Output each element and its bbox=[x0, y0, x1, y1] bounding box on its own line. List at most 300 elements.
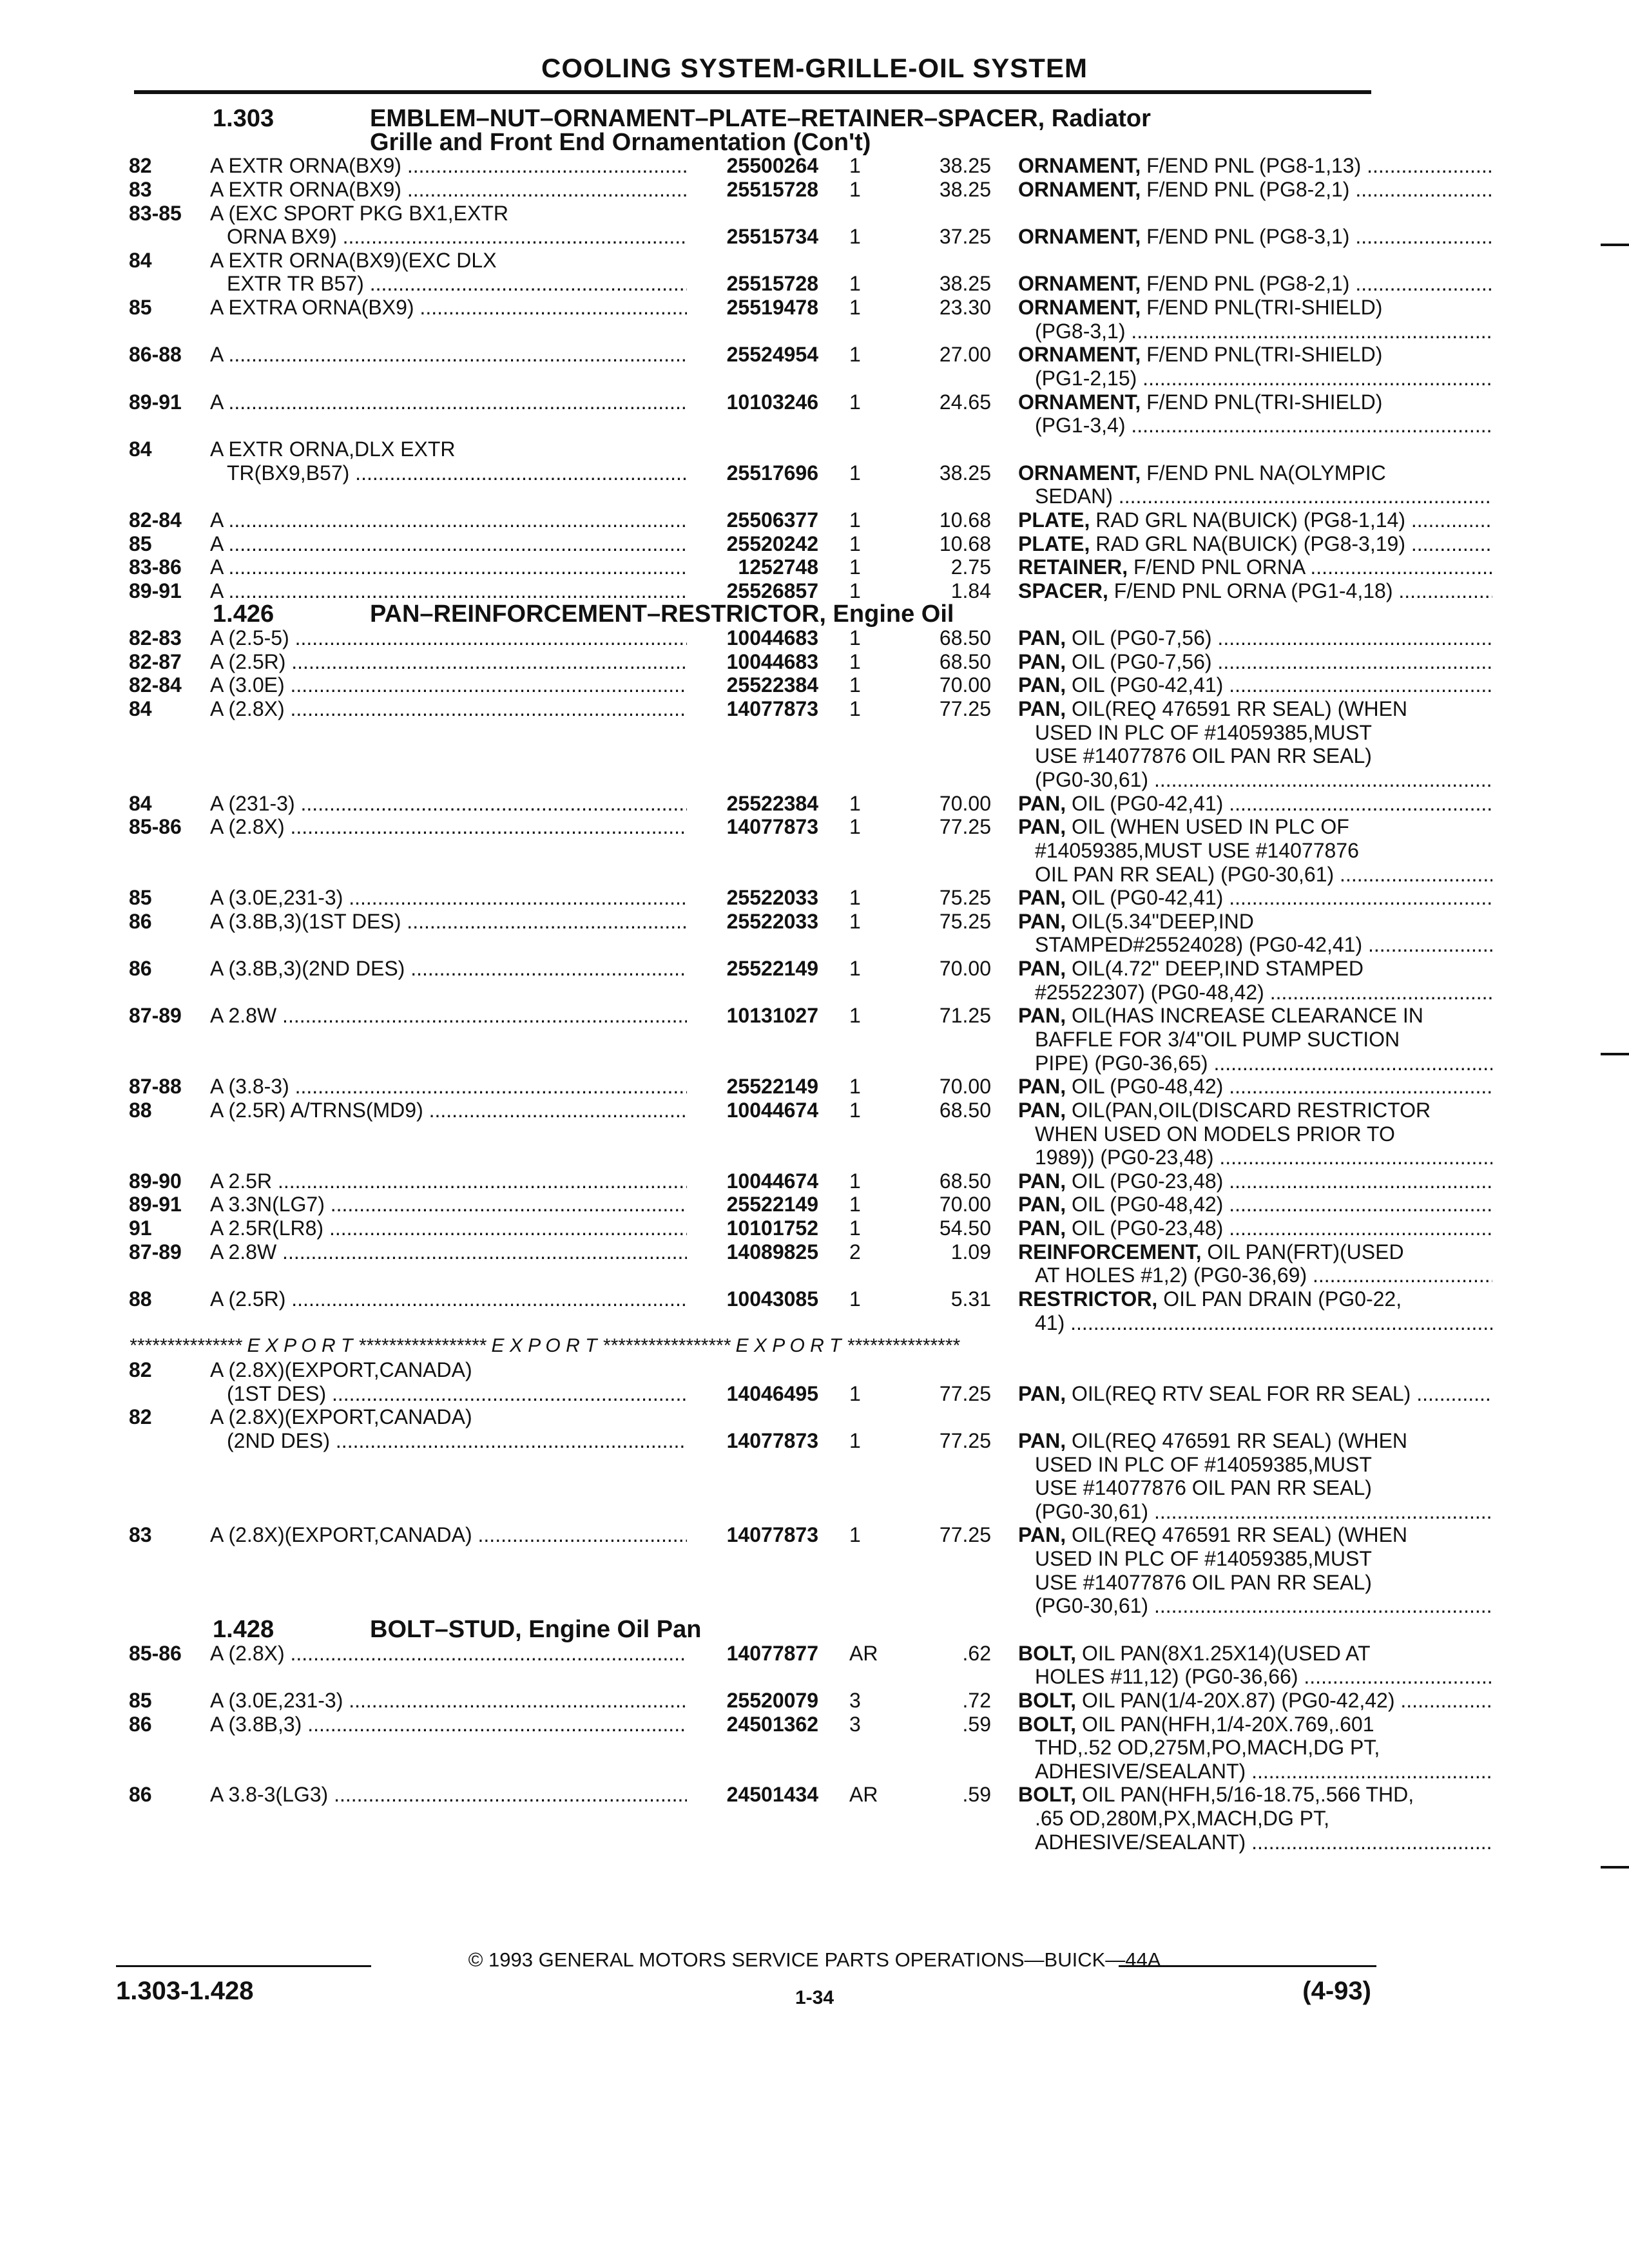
section-title: BOLT–STUD, Engine Oil Pan bbox=[370, 1616, 702, 1643]
model-years: 89-91 bbox=[129, 579, 182, 602]
parts-row bbox=[129, 202, 1379, 226]
part-name-keyword: PAN, bbox=[1018, 697, 1066, 721]
price: 38.25 bbox=[939, 154, 991, 178]
part-name-keyword: PAN, bbox=[1018, 1216, 1066, 1240]
part-name bbox=[1018, 225, 1492, 248]
part-name-keyword: RESTRICTOR, bbox=[1018, 1287, 1158, 1311]
part-name bbox=[1018, 910, 1492, 933]
price: 77.25 bbox=[939, 1523, 991, 1547]
part-name-keyword: BOLT, bbox=[1018, 1712, 1077, 1736]
quantity: 1 bbox=[849, 1216, 861, 1240]
price: 1.09 bbox=[950, 1240, 991, 1264]
part-name-detail: OIL PAN(HFH,1/4-20X.769,.601 bbox=[1076, 1712, 1374, 1736]
part-name-keyword: ORNAMENT, bbox=[1018, 296, 1141, 320]
model-years: 86 bbox=[129, 1783, 152, 1807]
part-name-detail: OIL(REQ 476591 RR SEAL) (WHEN bbox=[1066, 697, 1408, 721]
price: 2.75 bbox=[950, 555, 991, 579]
quantity: AR bbox=[849, 1783, 878, 1807]
part-name-continued: USE #14077876 OIL PAN RR SEAL) bbox=[1035, 1476, 1372, 1500]
part-name bbox=[1018, 1713, 1492, 1736]
continuation-row bbox=[129, 1476, 1379, 1500]
quantity: 1 bbox=[849, 697, 861, 721]
part-name-continued: AT HOLES #1,2) (PG0-36,69) ..... bbox=[1035, 1264, 1492, 1287]
quantity: 2 bbox=[849, 1240, 861, 1264]
model-years: 83-85 bbox=[129, 201, 182, 225]
quantity: 1 bbox=[849, 1169, 861, 1193]
continuation-row bbox=[129, 1665, 1379, 1689]
part-name-detail: OIL (PG0-48,42) bbox=[1066, 1075, 1224, 1099]
continuation-row bbox=[129, 414, 1379, 437]
part-number: 14077873 bbox=[726, 1523, 818, 1547]
quantity: 1 bbox=[849, 649, 861, 673]
parts-row bbox=[129, 650, 1379, 674]
model-years: 82-84 bbox=[129, 508, 182, 532]
part-name-keyword: ORNAMENT, bbox=[1018, 154, 1141, 178]
price: 68.50 bbox=[939, 1169, 991, 1193]
part-number: 25522149 bbox=[726, 1193, 818, 1216]
part-name bbox=[1018, 1075, 1492, 1098]
price: .72 bbox=[962, 1688, 991, 1712]
continuation-row bbox=[129, 1760, 1379, 1783]
part-name bbox=[1018, 532, 1492, 555]
section-range: 1.303-1.428 bbox=[116, 1977, 254, 2005]
application-description: A (2.8X) ..... bbox=[210, 815, 687, 838]
parts-row bbox=[129, 272, 1379, 296]
model-years: 88 bbox=[129, 1287, 152, 1311]
price: 27.00 bbox=[939, 343, 991, 367]
parts-row bbox=[129, 1642, 1379, 1666]
continuation-row bbox=[129, 1052, 1379, 1075]
part-name-continued: 41) ..... bbox=[1035, 1311, 1492, 1334]
section-heading bbox=[129, 128, 1379, 156]
parts-row bbox=[129, 815, 1379, 839]
quantity: 1 bbox=[849, 154, 861, 178]
part-name bbox=[1018, 1240, 1492, 1264]
continuation-row bbox=[129, 768, 1379, 792]
page-title: COOLING SYSTEM-GRILLE-OIL SYSTEM bbox=[541, 53, 1088, 83]
price: 68.50 bbox=[939, 626, 991, 650]
quantity: 1 bbox=[849, 177, 861, 201]
price: .59 bbox=[962, 1783, 991, 1807]
application-description: A (EXC SPORT PKG BX1,EXTR bbox=[210, 201, 508, 225]
part-name bbox=[1018, 272, 1492, 295]
part-name-continued: SEDAN) ..... bbox=[1035, 485, 1492, 508]
continuation-row bbox=[129, 839, 1379, 863]
price: 70.00 bbox=[939, 1075, 991, 1099]
continuation-row bbox=[129, 485, 1379, 508]
application-description: A (2.8X) ..... bbox=[210, 697, 687, 720]
model-years: 84 bbox=[129, 791, 152, 815]
part-name-continued: #25522307) (PG0-48,42) ..... bbox=[1035, 981, 1492, 1004]
part-number: 25526857 bbox=[726, 579, 818, 602]
parts-row bbox=[129, 178, 1379, 202]
parts-row bbox=[129, 1169, 1379, 1193]
parts-row bbox=[129, 437, 1379, 461]
application-description: A EXTRA ORNA(BX9) ..... bbox=[210, 296, 687, 319]
part-name-continued: USED IN PLC OF #14059385,MUST bbox=[1035, 1452, 1372, 1476]
part-name-continued: USE #14077876 OIL PAN RR SEAL) bbox=[1035, 1570, 1372, 1594]
quantity: 1 bbox=[849, 1075, 861, 1099]
part-name-continued: BAFFLE FOR 3/4"OIL PUMP SUCTION bbox=[1035, 1027, 1400, 1051]
model-years: 82 bbox=[129, 154, 152, 178]
price: .59 bbox=[962, 1712, 991, 1736]
model-years: 86 bbox=[129, 909, 152, 933]
part-number: 24501362 bbox=[726, 1712, 818, 1736]
part-name-keyword: SPACER, bbox=[1018, 579, 1108, 602]
application-description: (2ND DES) ..... bbox=[227, 1429, 687, 1452]
parts-row bbox=[129, 673, 1379, 697]
part-number: 24501434 bbox=[726, 1783, 818, 1807]
part-number: 25522033 bbox=[726, 909, 818, 933]
part-name bbox=[1018, 650, 1492, 673]
parts-row bbox=[129, 532, 1405, 556]
application-description: A (2.8X)(EXPORT,CANADA) bbox=[210, 1358, 472, 1381]
price: 77.25 bbox=[939, 697, 991, 721]
export-divider bbox=[129, 1334, 1379, 1358]
part-name-keyword: PAN, bbox=[1018, 673, 1066, 697]
section-title: PAN–REINFORCEMENT–RESTRICTOR, Engine Oil bbox=[370, 601, 954, 628]
part-name bbox=[1018, 343, 1492, 366]
model-years: 87-88 bbox=[129, 1075, 182, 1099]
model-years: 85 bbox=[129, 296, 152, 320]
price: 71.25 bbox=[939, 1004, 991, 1028]
part-name bbox=[1018, 1523, 1492, 1546]
part-number: 14077877 bbox=[726, 1641, 818, 1665]
part-name-detail: OIL (PG0-7,56) bbox=[1066, 649, 1212, 673]
price: 23.30 bbox=[939, 296, 991, 320]
parts-row bbox=[129, 886, 1379, 910]
part-name-detail: OIL (WHEN USED IN PLC OF bbox=[1066, 815, 1349, 839]
part-name bbox=[1018, 626, 1492, 649]
model-years: 86 bbox=[129, 957, 152, 981]
model-years: 89-91 bbox=[129, 1193, 182, 1216]
model-years: 82-83 bbox=[129, 626, 182, 650]
price: 75.25 bbox=[939, 909, 991, 933]
continuation-row bbox=[129, 1594, 1379, 1618]
part-name-keyword: PAN, bbox=[1018, 1075, 1066, 1099]
price: 70.00 bbox=[939, 673, 991, 697]
part-number: 25522384 bbox=[726, 791, 818, 815]
part-name-detail: OIL(5.34"DEEP,IND bbox=[1066, 909, 1254, 933]
application-description: TR(BX9,B57) ..... bbox=[227, 461, 687, 485]
price: 54.50 bbox=[939, 1216, 991, 1240]
part-number: 25522149 bbox=[726, 957, 818, 981]
parts-row bbox=[129, 1713, 1379, 1736]
part-name-continued: 1989)) (PG0-23,48) ..... bbox=[1035, 1146, 1492, 1169]
part-name-detail: OIL (PG0-42,41) bbox=[1066, 886, 1224, 910]
price: 68.50 bbox=[939, 1098, 991, 1122]
quantity: 1 bbox=[849, 886, 861, 910]
model-years: 88 bbox=[129, 1098, 152, 1122]
continuation-row bbox=[129, 1831, 1379, 1854]
part-name-continued: HOLES #11,12) (PG0-36,66) ..... bbox=[1035, 1665, 1492, 1688]
part-name-keyword: ORNAMENT, bbox=[1018, 272, 1141, 296]
application-description: A 3.3N(LG7) ..... bbox=[210, 1193, 687, 1216]
part-name bbox=[1018, 1382, 1492, 1405]
part-number: 14046495 bbox=[726, 1381, 818, 1405]
model-years: 87-89 bbox=[129, 1004, 182, 1028]
part-name-detail: OIL (PG0-42,41) bbox=[1066, 791, 1224, 815]
parts-row bbox=[129, 1783, 1414, 1807]
section-number: 1.303 bbox=[213, 105, 275, 132]
price: 5.31 bbox=[950, 1287, 991, 1311]
application-description: A (2.8X)(EXPORT,CANADA) bbox=[210, 1405, 472, 1429]
quantity: AR bbox=[849, 1641, 878, 1665]
part-name-continued: (PG8-3,1) ..... bbox=[1035, 320, 1492, 343]
part-name-detail: F/END PNL (PG8-2,1) bbox=[1141, 272, 1350, 296]
part-name-continued: (PG1-2,15) ..... bbox=[1035, 367, 1492, 390]
continuation-row bbox=[129, 1547, 1379, 1571]
part-number: 14077873 bbox=[726, 697, 818, 721]
section-heading bbox=[129, 1618, 1379, 1642]
part-number: 25506377 bbox=[726, 508, 818, 532]
application-description: A 2.5R ..... bbox=[210, 1169, 687, 1193]
model-years: 82-87 bbox=[129, 649, 182, 673]
price: 10.68 bbox=[939, 532, 991, 555]
part-name-detail: RAD GRL NA(BUICK) (PG8-3,19) bbox=[1090, 532, 1405, 555]
part-number: 25522149 bbox=[726, 1075, 818, 1099]
part-name bbox=[1018, 792, 1492, 815]
quantity: 1 bbox=[849, 1523, 861, 1547]
application-description: A (3.8-3) ..... bbox=[210, 1075, 687, 1098]
continuation-row bbox=[129, 744, 1379, 768]
price: 38.25 bbox=[939, 272, 991, 296]
quantity: 1 bbox=[849, 343, 861, 367]
part-name-keyword: ORNAMENT, bbox=[1018, 343, 1141, 367]
model-years: 83-86 bbox=[129, 555, 182, 579]
part-name-detail: OIL PAN(FRT)(USED bbox=[1201, 1240, 1404, 1264]
application-description: A (2.5R) ..... bbox=[210, 650, 687, 673]
parts-row bbox=[129, 1075, 1379, 1099]
page-number: 1-34 bbox=[795, 1987, 834, 2008]
price: 24.65 bbox=[939, 390, 991, 414]
part-name bbox=[1018, 1216, 1492, 1240]
quantity: 1 bbox=[849, 225, 861, 249]
part-name bbox=[1018, 1169, 1492, 1193]
part-name bbox=[1018, 508, 1492, 532]
price: 70.00 bbox=[939, 957, 991, 981]
price: 10.68 bbox=[939, 508, 991, 532]
part-name bbox=[1018, 1193, 1492, 1216]
part-number: 25515728 bbox=[726, 177, 818, 201]
part-name-keyword: PAN, bbox=[1018, 909, 1066, 933]
parts-row bbox=[129, 1004, 1423, 1028]
parts-row bbox=[129, 1405, 1379, 1429]
quantity: 1 bbox=[849, 461, 861, 485]
part-name-keyword: PAN, bbox=[1018, 1098, 1066, 1122]
part-name-keyword: ORNAMENT, bbox=[1018, 177, 1141, 201]
export-divider-text: *************** E X P O R T ***************** E X P O R T ***************** E X P O R T *************** bbox=[129, 1335, 959, 1357]
part-number: 10044674 bbox=[726, 1098, 818, 1122]
continuation-row bbox=[129, 721, 1379, 745]
price: 70.00 bbox=[939, 1193, 991, 1216]
part-name bbox=[1018, 461, 1492, 485]
application-description: EXTR TR B57) ..... bbox=[227, 272, 687, 295]
parts-row bbox=[129, 957, 1379, 981]
part-name-continued: USED IN PLC OF #14059385,MUST bbox=[1035, 1547, 1372, 1571]
part-number: 10044674 bbox=[726, 1169, 818, 1193]
parts-row bbox=[129, 579, 1393, 603]
part-name-detail: F/END PNL (PG8-3,1) bbox=[1141, 225, 1350, 249]
header-rule bbox=[134, 90, 1371, 94]
part-name-continued: USE #14077876 OIL PAN RR SEAL) bbox=[1035, 744, 1372, 768]
application-description: A ..... bbox=[210, 343, 687, 366]
parts-row bbox=[129, 1688, 1395, 1713]
continuation-row bbox=[129, 1736, 1379, 1760]
price: 75.25 bbox=[939, 886, 991, 910]
part-name-detail: OIL (PG0-48,42) bbox=[1066, 1193, 1224, 1216]
part-name-detail: F/END PNL ORNA (PG1-4,18) bbox=[1108, 579, 1393, 602]
part-name-detail: F/END PNL (PG8-1,13) bbox=[1141, 154, 1362, 178]
parts-row bbox=[129, 461, 1386, 485]
part-name bbox=[1018, 1004, 1492, 1027]
part-name-keyword: PAN, bbox=[1018, 957, 1066, 981]
part-name bbox=[1018, 555, 1492, 579]
price: .62 bbox=[962, 1641, 991, 1665]
application-description: A (2.8X)(EXPORT,CANADA) ..... bbox=[210, 1523, 687, 1546]
application-description: A EXTR ORNA(BX9) ..... bbox=[210, 178, 687, 201]
part-number: 10103246 bbox=[726, 390, 818, 414]
part-name-keyword: PLATE, bbox=[1018, 532, 1090, 555]
continuation-row bbox=[129, 1807, 1379, 1831]
part-name-keyword: BOLT, bbox=[1018, 1783, 1077, 1807]
quantity: 1 bbox=[849, 673, 861, 697]
application-description: A (231-3) ..... bbox=[210, 792, 687, 815]
application-description: ORNA BX9) ..... bbox=[227, 225, 687, 248]
application-description: A (3.0E) ..... bbox=[210, 673, 687, 697]
quantity: 1 bbox=[849, 957, 861, 981]
model-years: 83 bbox=[129, 177, 152, 201]
part-name-detail: F/END PNL (PG8-2,1) bbox=[1141, 177, 1350, 201]
section-heading bbox=[129, 107, 1379, 131]
part-name-detail: OIL (PG0-7,56) bbox=[1066, 626, 1212, 650]
part-name-detail: OIL PAN(HFH,5/16-18.75,.566 THD, bbox=[1076, 1783, 1414, 1807]
part-name bbox=[1018, 1287, 1492, 1311]
continuation-row bbox=[129, 1027, 1400, 1052]
application-description: (1ST DES) ..... bbox=[227, 1382, 687, 1405]
part-name-keyword: PAN, bbox=[1018, 626, 1066, 650]
part-name-continued: USED IN PLC OF #14059385,MUST bbox=[1035, 720, 1372, 744]
model-years: 85-86 bbox=[129, 815, 182, 839]
part-name-keyword: PLATE, bbox=[1018, 508, 1090, 532]
part-name-continued: ADHESIVE/SEALANT) ..... bbox=[1035, 1760, 1492, 1783]
part-name-keyword: BOLT, bbox=[1018, 1641, 1077, 1665]
part-name-keyword: PAN, bbox=[1018, 1381, 1066, 1405]
parts-row bbox=[129, 1193, 1379, 1216]
model-years: 91 bbox=[129, 1216, 152, 1240]
quantity: 1 bbox=[849, 626, 861, 650]
application-description: A ..... bbox=[210, 532, 687, 555]
continuation-row bbox=[129, 933, 1379, 957]
price: 70.00 bbox=[939, 791, 991, 815]
parts-row bbox=[129, 792, 1379, 816]
parts-row bbox=[129, 1287, 1402, 1311]
part-name-continued: (PG0-30,61) ..... bbox=[1035, 1500, 1492, 1523]
application-description: A 2.8W ..... bbox=[210, 1240, 687, 1264]
part-name-detail: OIL (PG0-23,48) bbox=[1066, 1169, 1224, 1193]
application-description: A (3.0E,231-3) ..... bbox=[210, 1689, 687, 1712]
part-name-detail: OIL(REQ 476591 RR SEAL) (WHEN bbox=[1066, 1428, 1408, 1452]
part-name-detail: F/END PNL(TRI-SHIELD) bbox=[1141, 390, 1383, 414]
part-name-detail: OIL(PAN,OIL(DISCARD RESTRICTOR bbox=[1066, 1098, 1431, 1122]
part-name-detail: OIL PAN DRAIN (PG0-22, bbox=[1157, 1287, 1402, 1311]
part-number: 25519478 bbox=[726, 296, 818, 320]
part-name bbox=[1018, 1783, 1492, 1806]
part-name-keyword: ORNAMENT, bbox=[1018, 225, 1141, 249]
parts-row bbox=[129, 1523, 1408, 1547]
continuation-row bbox=[129, 1453, 1379, 1477]
part-number: 14077873 bbox=[726, 815, 818, 839]
revision-date: (4-93) bbox=[1302, 1977, 1371, 2005]
continuation-row bbox=[129, 1264, 1379, 1287]
price: 38.25 bbox=[939, 177, 991, 201]
parts-row bbox=[129, 508, 1405, 532]
parts-row bbox=[129, 225, 1379, 249]
part-name-continued: .65 OD,280M,PX,MACH,DG PT, bbox=[1035, 1807, 1330, 1831]
part-name-detail: OIL(REQ 476591 RR SEAL) (WHEN bbox=[1066, 1523, 1408, 1547]
price: 1.84 bbox=[950, 579, 991, 602]
application-description: A ..... bbox=[210, 508, 687, 532]
part-name-continued: (PG0-30,61) ..... bbox=[1035, 1594, 1492, 1617]
application-description: A EXTR ORNA(BX9)(EXC DLX bbox=[210, 248, 497, 272]
model-years: 89-90 bbox=[129, 1169, 182, 1193]
application-description: A EXTR ORNA(BX9) ..... bbox=[210, 154, 687, 177]
price: 37.25 bbox=[939, 225, 991, 249]
section-title: Grille and Front End Ornamentation (Con't) bbox=[370, 128, 871, 156]
parts-row bbox=[129, 697, 1408, 721]
part-number: 25500264 bbox=[726, 154, 818, 178]
quantity: 1 bbox=[849, 1193, 861, 1216]
application-description: A EXTR ORNA,DLX EXTR bbox=[210, 437, 456, 461]
part-name bbox=[1018, 154, 1492, 177]
model-years: 83 bbox=[129, 1523, 152, 1547]
part-name-continued: #14059385,MUST USE #14077876 bbox=[1035, 838, 1359, 862]
part-name-detail: OIL (PG0-23,48) bbox=[1066, 1216, 1224, 1240]
continuation-row bbox=[129, 1122, 1395, 1146]
part-name bbox=[1018, 1429, 1492, 1452]
application-description: A (2.5-5) ..... bbox=[210, 626, 687, 649]
part-name bbox=[1018, 296, 1492, 319]
parts-row bbox=[129, 390, 1383, 414]
model-years: 82 bbox=[129, 1405, 152, 1429]
parts-list bbox=[129, 105, 1431, 1854]
section-number: 1.428 bbox=[213, 1616, 275, 1643]
model-years: 82-84 bbox=[129, 673, 182, 697]
quantity: 1 bbox=[849, 1004, 861, 1028]
parts-row bbox=[129, 1216, 1379, 1240]
model-years: 86 bbox=[129, 1712, 152, 1736]
continuation-row bbox=[129, 863, 1379, 887]
part-number: 25515734 bbox=[726, 225, 818, 249]
application-description: A (2.8X) ..... bbox=[210, 1642, 687, 1665]
continuation-row bbox=[129, 981, 1379, 1004]
application-description: A (3.8B,3)(1ST DES) ..... bbox=[210, 910, 687, 933]
application-description: A (3.8B,3)(2ND DES) ..... bbox=[210, 957, 687, 980]
part-name-continued: WHEN USED ON MODELS PRIOR TO bbox=[1035, 1122, 1395, 1146]
application-description: A (3.0E,231-3) ..... bbox=[210, 886, 687, 909]
parts-row bbox=[129, 154, 1379, 178]
quantity: 3 bbox=[849, 1688, 861, 1712]
quantity: 1 bbox=[849, 555, 861, 579]
model-years: 84 bbox=[129, 248, 152, 272]
continuation-row bbox=[129, 1571, 1379, 1595]
price: 77.25 bbox=[939, 1381, 991, 1405]
parts-row bbox=[129, 1098, 1431, 1122]
part-number: 25517696 bbox=[726, 461, 818, 485]
parts-row bbox=[129, 1240, 1404, 1264]
part-number: 25522033 bbox=[726, 886, 818, 910]
part-number: 1252748 bbox=[738, 555, 818, 579]
